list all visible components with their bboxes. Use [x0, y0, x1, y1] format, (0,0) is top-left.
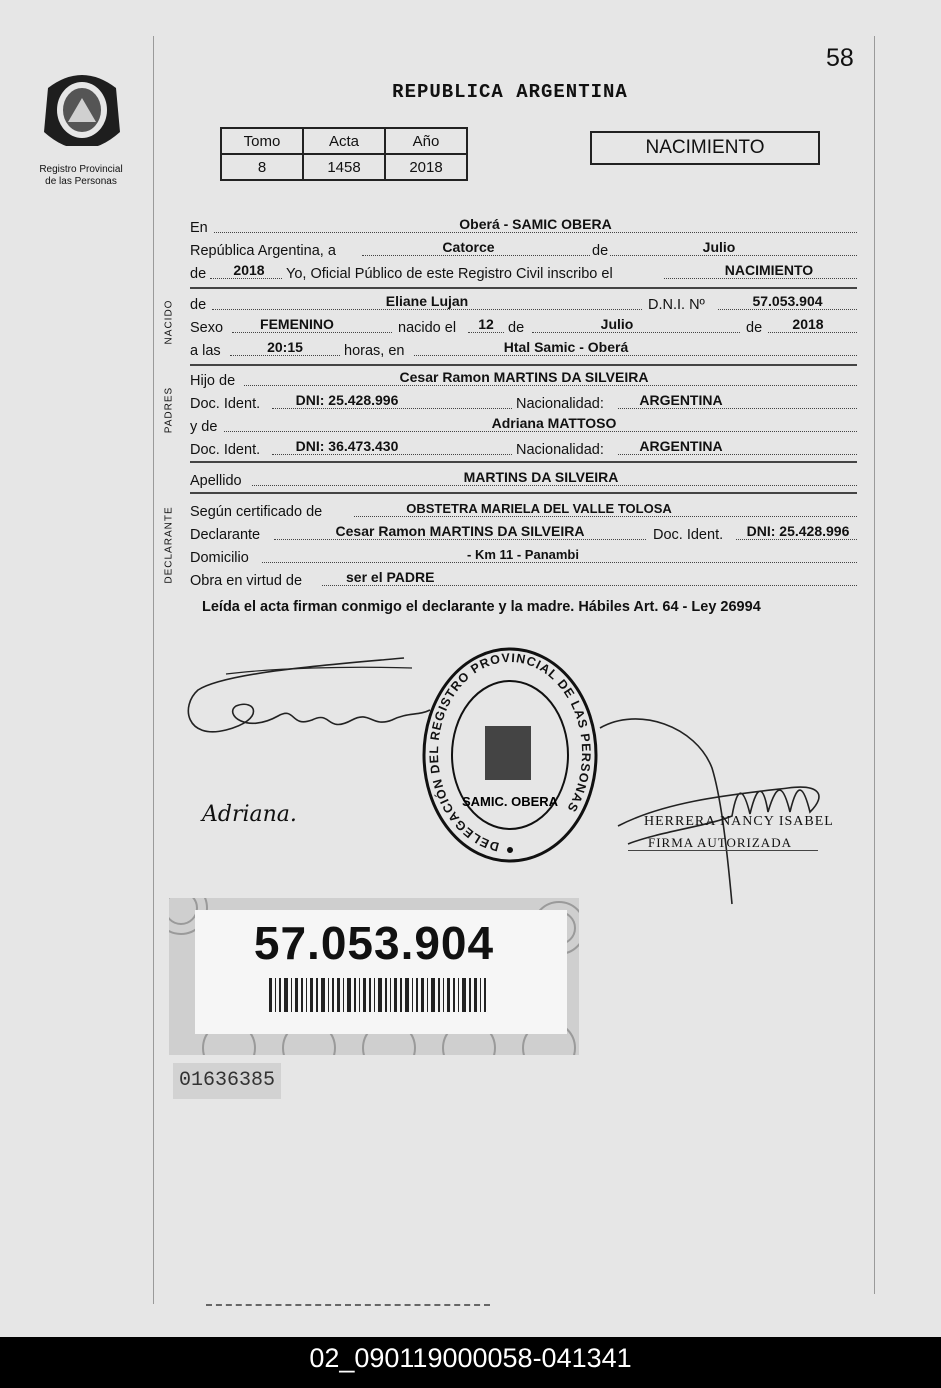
label-de-year: de	[190, 266, 207, 282]
label-nacionalidad-father: Nacionalidad:	[516, 396, 604, 412]
divider-padres	[190, 364, 857, 366]
section-label-padres: PADRES	[163, 386, 175, 434]
label-obra: Obra en virtud de	[190, 573, 303, 589]
value-born-dni: 57.053.904	[752, 293, 823, 309]
signature-mother: Adriana.	[202, 802, 297, 827]
label-apellido: Apellido	[190, 473, 242, 489]
value-birth-day: 12	[478, 316, 494, 332]
label-de-born: de	[190, 297, 207, 313]
value-role: ser el PADRE	[346, 569, 435, 585]
registry-stamp	[419, 644, 601, 866]
value-certificate: OBSTETRA MARIELA DEL VALLE TOLOSA	[406, 501, 672, 516]
value-declarant-name: Cesar Ramon MARTINS DA SILVEIRA	[335, 523, 585, 539]
value-address: - Km 11 - Panambi	[467, 547, 579, 562]
id-sticker-number: 57.053.904	[253, 917, 495, 969]
page-title: REPUBLICA ARGENTINA	[392, 81, 628, 103]
value-mother-name: Adriana MATTOSO	[491, 415, 617, 431]
row-place	[190, 214, 857, 236]
row-father-doc	[190, 390, 857, 412]
value-sex: FEMENINO	[260, 316, 334, 332]
section-label-declarante: DECLARANTE	[163, 506, 175, 584]
row-father	[190, 367, 857, 389]
value-mother-dni: DNI: 36.473.430	[295, 438, 399, 454]
value-registration-place: Oberá - SAMIC OBERA	[459, 216, 612, 232]
value-born-name: Eliane Lujan	[385, 293, 469, 309]
value-birth-place: Htal Samic - Oberá	[503, 339, 629, 355]
row-role	[190, 567, 857, 589]
value-mother-nationality: ARGENTINA	[639, 438, 723, 454]
row-declarant	[190, 521, 857, 543]
reference-value-tomo: 8	[221, 154, 303, 180]
footer-id: 02_090119000058-041341	[309, 1343, 632, 1373]
reference-value-acta: 1458	[303, 154, 385, 180]
value-father-dni: DNI: 25.428.996	[295, 392, 399, 408]
row-mother	[190, 413, 857, 435]
stamp-center-text: SAMIC. OBERA	[461, 794, 559, 809]
value-year: 2018	[233, 262, 265, 278]
label-de-month: de	[508, 320, 525, 336]
label-horas-en: horas, en	[344, 343, 405, 359]
label-de: de	[592, 243, 609, 259]
page-number: 58	[826, 44, 854, 72]
value-month: Julio	[702, 239, 736, 255]
reference-header-ano: Año	[385, 128, 467, 154]
reference-header-tomo: Tomo	[221, 128, 303, 154]
value-birth-time: 20:15	[267, 339, 303, 355]
value-father-name: Cesar Ramon MARTINS DA SILVEIRA	[399, 369, 649, 385]
bottom-dashed-line	[206, 1304, 490, 1306]
official-statement: Yo, Oficial Público de este Registro Civil inscribo el	[286, 266, 613, 282]
value-day-words: Catorce	[442, 239, 495, 255]
value-birth-year: 2018	[792, 316, 824, 332]
row-date	[190, 237, 857, 259]
registry-name	[22, 164, 140, 188]
label-doc-ident-father: Doc. Ident.	[190, 396, 261, 412]
row-surname	[190, 467, 857, 489]
document-type-box: NACIMIENTO	[590, 131, 820, 165]
label-de-birth-year: de	[746, 320, 763, 336]
row-certificate	[190, 498, 857, 520]
label-domicilio: Domicilio	[190, 550, 249, 566]
signature-underline	[628, 850, 818, 851]
stamp-ring-text: DELEGACIÓN DEL REGISTRO PROVINCIAL DE LAS PERSONAS	[426, 650, 594, 854]
label-nacido-el: nacido el	[398, 320, 457, 336]
reference-table	[220, 127, 468, 181]
row-born-time-place	[190, 337, 857, 359]
official-caption: FIRMA AUTORIZADA	[648, 835, 792, 850]
value-birth-month: Julio	[600, 316, 634, 332]
reference-value-ano: 2018	[385, 154, 467, 180]
registry-seal-icon	[38, 66, 126, 162]
label-doc-ident-mother: Doc. Ident.	[190, 442, 261, 458]
row-official	[190, 260, 857, 282]
value-surname: MARTINS DA SILVEIRA	[463, 469, 619, 485]
right-margin-line	[874, 36, 875, 1294]
label-doc-ident-declarant: Doc. Ident.	[653, 527, 724, 543]
row-mother-doc	[190, 436, 857, 458]
row-born-name	[190, 291, 857, 313]
label-sexo: Sexo	[190, 320, 224, 336]
label-nacionalidad-mother: Nacionalidad:	[516, 442, 604, 458]
label-hijo-de: Hijo de	[190, 373, 236, 389]
row-address	[190, 544, 857, 566]
label-y-de: y de	[190, 419, 218, 435]
signature-father	[186, 654, 436, 744]
value-father-nationality: ARGENTINA	[639, 392, 723, 408]
label-declarante: Declarante	[190, 527, 261, 543]
label-a-las: a las	[190, 343, 221, 359]
left-margin-line	[153, 36, 154, 1304]
divider-apellido	[190, 461, 857, 463]
divider-declarante	[190, 492, 857, 494]
registry-name-line-2: de las Personas	[45, 176, 117, 187]
registry-name-line-1: Registro Provincial	[39, 164, 123, 175]
label-dni-born: D.N.I. Nº	[648, 297, 705, 313]
divider-nacido	[190, 287, 857, 289]
value-declarant-dni: DNI: 25.428.996	[746, 523, 850, 539]
closing-statement: Leída el acta firman conmigo el declarante y la madre. Hábiles Art. 64 - Ley 26994	[202, 599, 761, 615]
section-label-nacido: NACIDO	[163, 299, 175, 345]
official-name: HERRERA NANCY ISABEL	[644, 814, 834, 829]
row-born-sex-date	[190, 314, 857, 336]
label-certificado: Según certificado de	[190, 504, 323, 520]
serial-number: 01636385	[173, 1063, 281, 1099]
label-republica: República Argentina, a	[190, 243, 336, 259]
signature-official	[588, 708, 848, 908]
id-sticker	[169, 898, 579, 1055]
value-event: NACIMIENTO	[724, 262, 814, 278]
label-en: En	[190, 220, 208, 236]
reference-header-acta: Acta	[303, 128, 385, 154]
